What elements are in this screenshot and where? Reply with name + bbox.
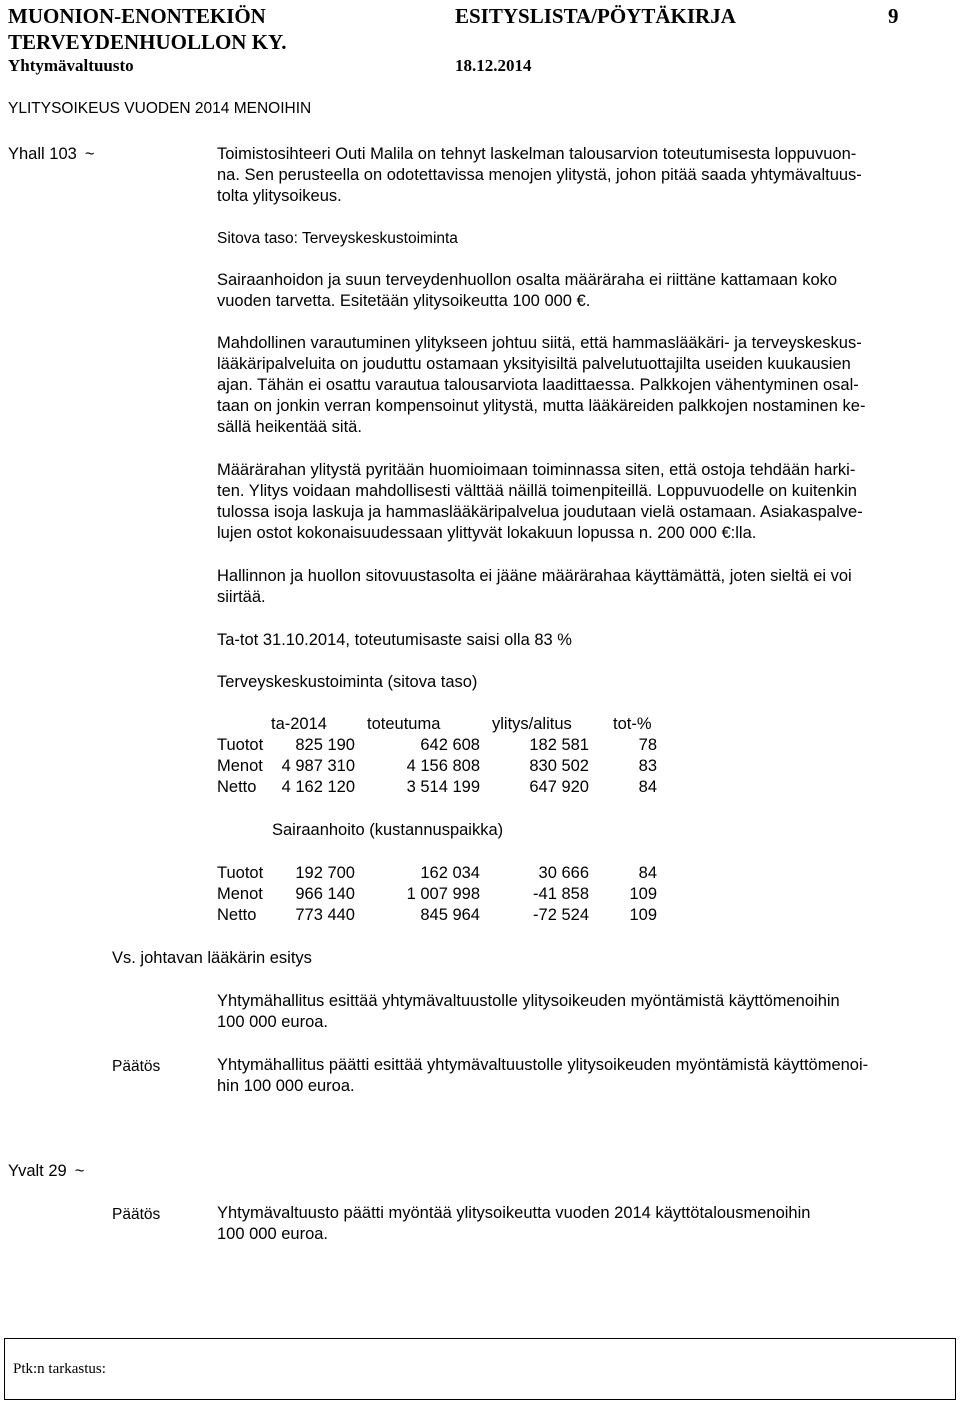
table-cell: 84 [638, 778, 657, 796]
text-line: ten. Ylitys voidaan mahdollisesti välttää näillä toimenpiteillä. Loppuvuodelle on kuitenkin [217, 482, 857, 500]
meeting-body: Yhtymävaltuusto [8, 56, 134, 75]
text-line: taan on jonkin verran kompensoinut ylitystä, mutta lääkäreiden palkkojen nostaminen ke- [217, 397, 866, 415]
yvalt-reference [8, 1161, 84, 1182]
text-line: tolta ylitysoikeus. [217, 187, 342, 205]
table-cell: 83 [638, 757, 657, 775]
text-line: vuoden tarvetta. Esitetään ylitysoikeutta 100 000 €. [217, 292, 591, 310]
table-cell: 4 156 808 [406, 757, 480, 775]
ta-tot-line [217, 630, 939, 651]
text-line: 100 000 euroa. [217, 1225, 329, 1243]
text-line: ajan. Tähän ei osattu varautua talousarviota laadittaessa. Palkkojen vähentyminen osal- [217, 376, 859, 394]
table-cell: 825 190 [295, 736, 355, 754]
row-label: Tuotot [217, 736, 264, 754]
paragraph-1 [217, 270, 939, 312]
table-header-cell: ylitys/alitus [492, 715, 572, 733]
table-cell: 162 034 [420, 864, 480, 882]
table-row [217, 756, 685, 777]
table-header-cell [217, 714, 271, 735]
table-cell: 182 581 [529, 736, 589, 754]
text-line: Yhtymähallitus esittää yhtymävaltuustolle ylitysoikeuden myöntämistä käyttömenoihin [217, 992, 840, 1010]
text-line: Määrärahan ylitystä pyritään huomioimaan toiminnassa siten, että ostoja tehdään harki- [217, 461, 856, 479]
text-line: Terveyskeskustoiminta (sitova taso) [217, 673, 478, 691]
section-title: YLITYSOIKEUS VUODEN 2014 MENOIHIN [8, 100, 312, 117]
table-row [217, 863, 685, 884]
table-cell: 109 [629, 885, 657, 903]
text-line: Mahdollinen varautuminen ylitykseen johtuu siitä, että hammaslääkäri- ja terveyskeskus- [217, 334, 862, 352]
table-row [217, 884, 685, 905]
proposal-label: Vs. johtavan lääkärin esitys [112, 949, 312, 967]
table-cell: 845 964 [420, 906, 480, 924]
text-line: Yhtymävaltuusto päätti myöntää ylitysoikeutta vuoden 2014 käyttötalousmenoihin [217, 1204, 811, 1222]
table-cell: 78 [638, 736, 657, 754]
text-line: Sairaanhoidon ja suun terveydenhuollon osalta määräraha ei riittäne kattamaan koko [217, 271, 838, 289]
paragraph-3 [217, 460, 939, 544]
decision-text-1 [217, 1055, 939, 1097]
table-cell: 773 440 [295, 906, 355, 924]
intro-paragraph [217, 144, 939, 207]
row-label: Netto [217, 778, 257, 796]
table-header-cell: toteutuma [367, 715, 441, 733]
row-label: Netto [217, 906, 257, 924]
text-line: sällä heikentää sitä. [217, 418, 362, 436]
table-cell: 109 [629, 906, 657, 924]
budget-table-1 [217, 714, 685, 798]
table-cell: 192 700 [295, 864, 355, 882]
table-cell: 3 514 199 [406, 778, 480, 796]
text-line: hin 100 000 euroa. [217, 1077, 355, 1095]
text-line: 100 000 euroa. [217, 1013, 329, 1031]
document-type: ESITYSLISTA/PÖYTÄKIRJA [455, 4, 736, 28]
text-line: Ta-tot 31.10.2014, toteutumisaste saisi olla 83 % [217, 631, 572, 649]
table-cell: 4 162 120 [281, 778, 355, 796]
table-row [217, 777, 685, 798]
tilde-mark: ~ [74, 1162, 85, 1180]
yhall-reference [8, 144, 94, 165]
review-footer-box [4, 1338, 956, 1400]
text-line: Yhtymähallitus päätti esittää yhtymävaltuustolle ylitysoikeuden myöntämistä käyttömenoi- [217, 1056, 869, 1074]
meeting-date: 18.12.2014 [455, 56, 532, 75]
text-line: lääkäripalveluita on jouduttu ostamaan yksityisiltä palvelutuottajilta useiden kuukausien [217, 355, 851, 373]
yhall-ref-label: Yhall 103 [8, 145, 77, 163]
table-row [217, 905, 685, 926]
row-label: Menot [217, 757, 263, 775]
text-line: Sitova taso: Terveyskeskustoiminta [217, 230, 458, 247]
text-line: tulossa isoja laskuja ja hammaslääkäripalvelua joudutaan vielä ostamaan. Asiakaspalve- [217, 503, 863, 521]
decision-label-2: Päätös [112, 1206, 161, 1223]
table2-title: Sairaanhoito (kustannuspaikka) [272, 821, 504, 839]
page-number: 9 [888, 4, 899, 28]
table-cell: 84 [638, 864, 657, 882]
text-line: siirtää. [217, 588, 266, 606]
table-header-cell: ta-2014 [271, 715, 327, 733]
table-cell: 647 920 [529, 778, 589, 796]
table1-title [217, 672, 939, 693]
table-cell: 966 140 [295, 885, 355, 903]
row-label: Menot [217, 885, 263, 903]
decision-label-1: Päätös [112, 1058, 161, 1075]
table-cell: -41 858 [533, 885, 589, 903]
row-label: Tuotot [217, 864, 264, 882]
tilde-mark: ~ [84, 145, 95, 163]
proposal-text [217, 991, 939, 1033]
table-cell: 30 666 [538, 864, 589, 882]
paragraph-2 [217, 333, 939, 438]
table-cell: 830 502 [529, 757, 589, 775]
table-cell: 4 987 310 [281, 757, 355, 775]
text-line: lujen ostot kokonaisuudessaan ylittyvät lokakuun lopussa n. 200 000 €:lla. [217, 524, 757, 542]
org-name-line1: MUONION-ENONTEKIÖN [8, 4, 266, 28]
review-label: Ptk:n tarkastus: [13, 1361, 106, 1377]
table-row [217, 735, 685, 756]
text-line: Toimistosihteeri Outi Malila on tehnyt laskelman talousarvion toteutumisesta loppuvuon- [217, 145, 857, 163]
table-cell: -72 524 [533, 906, 589, 924]
text-line: Hallinnon ja huollon sitovuustasolta ei jääne määrärahaa käyttämättä, joten sieltä ei voi [217, 567, 852, 585]
table-header-cell: tot-% [613, 715, 652, 733]
text-line: na. Sen perusteella on odotettavissa menojen ylitystä, johon pitää saada yhtymävaltuus- [217, 166, 862, 184]
org-name-line2: TERVEYDENHUOLLON KY. [8, 30, 287, 54]
binding-level [217, 228, 939, 249]
yvalt-ref-label: Yvalt 29 [8, 1162, 67, 1180]
decision-text-2 [217, 1203, 939, 1245]
table-header-row [217, 714, 685, 735]
table-cell: 642 608 [420, 736, 480, 754]
budget-table-2 [217, 863, 685, 926]
paragraph-4 [217, 566, 939, 608]
table-cell: 1 007 998 [406, 885, 480, 903]
